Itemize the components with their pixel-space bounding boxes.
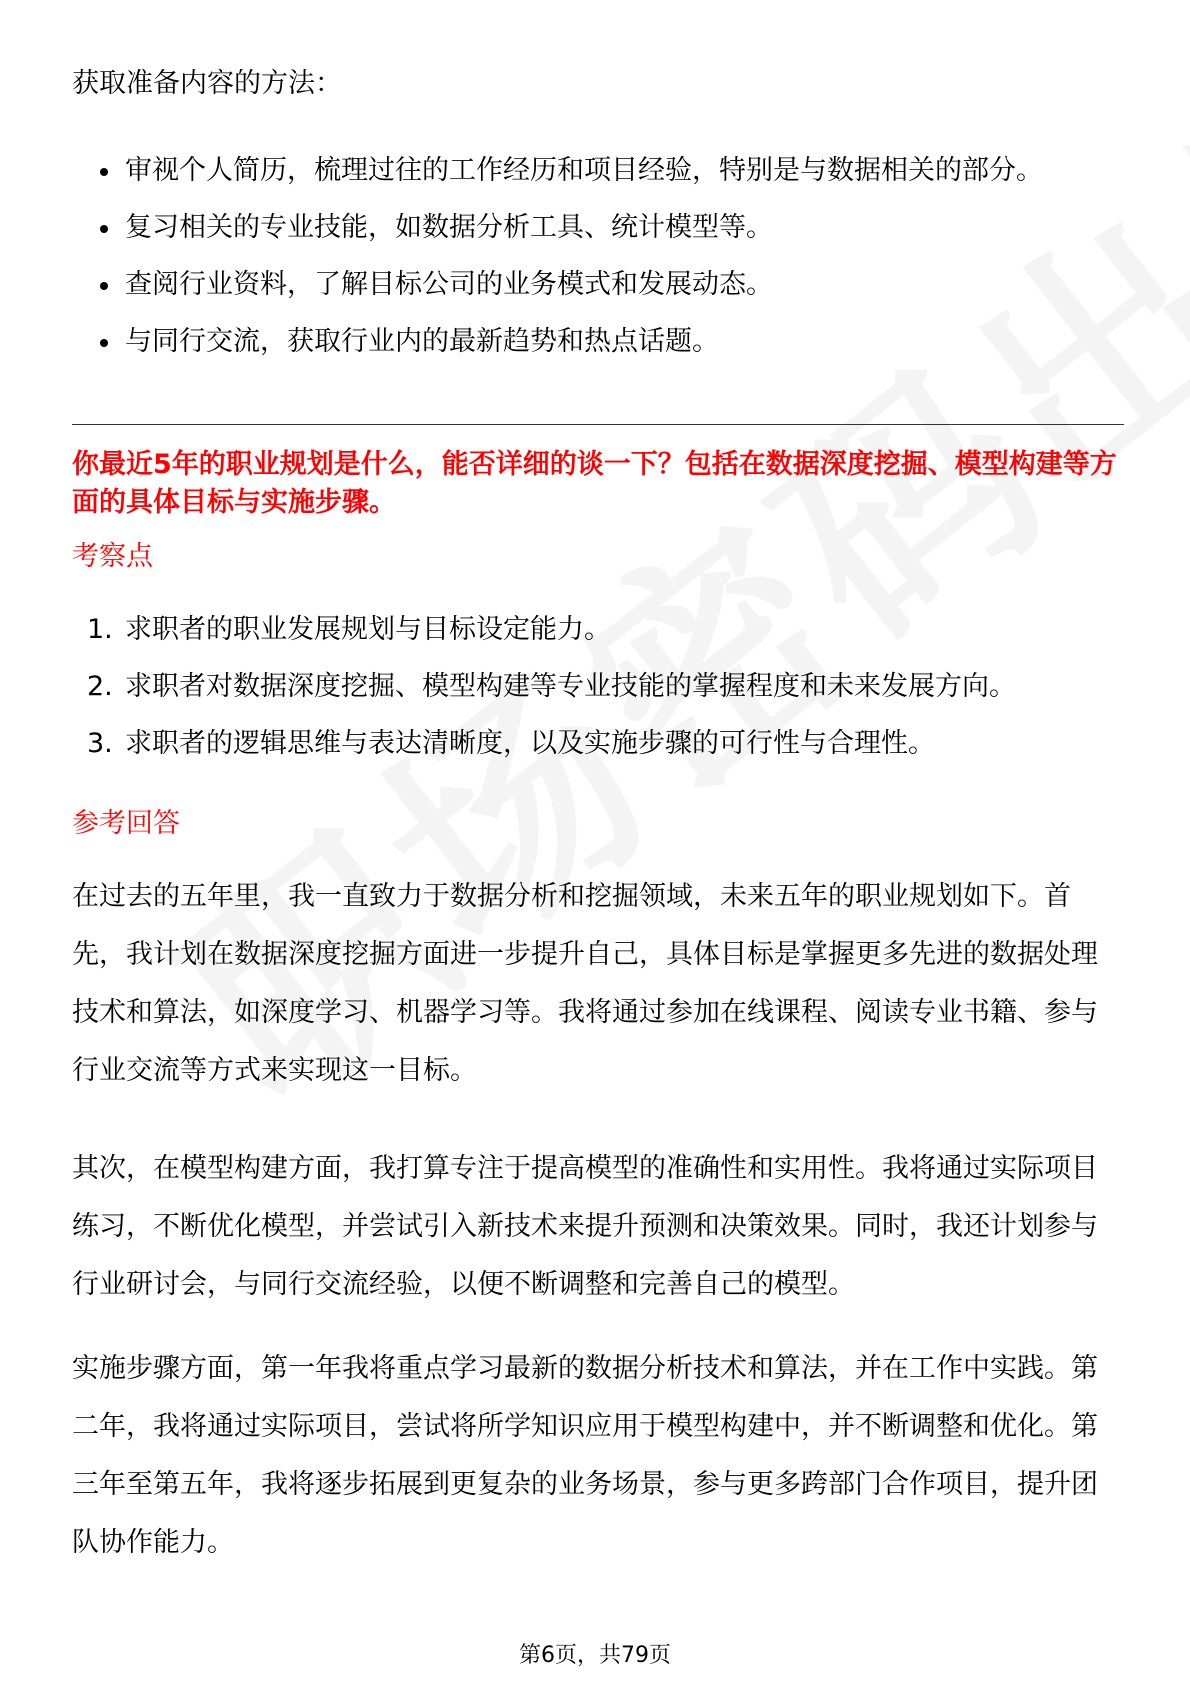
page-number-footer: 第6页，共79页 [519,1643,671,1668]
intro-heading: 获取准备内容的方法： [72,68,342,99]
bullet-text: 与同行交流，获取行业内的最新趋势和热点话题。 [125,326,719,357]
list-number: 2. [87,671,113,702]
list-item-text: 求职者对数据深度挖掘、模型构建等专业技能的掌握程度和未来发展方向。 [125,671,1016,702]
list-item-text: 求职者的职业发展规划与目标设定能力。 [125,614,611,645]
answer-paragraph: 在过去的五年里，我一直致力于数据分析和挖掘领域，未来五年的职业规划如下。首先，我计划在数据深度挖掘方面进一步提升自己，具体目标是掌握更多先进的数据处理技术和算法，如深度学习、机器学习等。我将通过参加在线课程、阅读专业书籍、参与行业交流等方式来实现这一目标。 [72,881,1098,1086]
interview-question: 你最近5年的职业规划是什么，能否详细的谈一下？包括在数据深度挖掘、模型构建等方面的具体目标与实施步骤。 [72,449,1117,518]
list-item-text: 求职者的逻辑思维与表达清晰度，以及实施步骤的可行性与合理性。 [125,728,935,759]
bullet-text: 审视个人简历，梳理过往的工作经历和项目经验，特别是与数据相关的部分。 [125,155,1043,186]
bullet-item [72,153,1043,210]
section-label-reference-answer: 参考回答 [72,808,180,839]
bullet-dot-icon [100,339,108,347]
list-item [72,726,1016,783]
bullet-text: 查阅行业资料，了解目标公司的业务模式和发展动态。 [125,269,773,300]
list-item [72,612,1016,669]
bullet-item [72,324,1043,381]
list-item [72,669,1016,726]
bullet-text: 复习相关的专业技能，如数据分析工具、统计模型等。 [125,212,773,243]
bullet-item [72,210,1043,267]
section-divider [72,424,1124,425]
answer-paragraph: 实施步骤方面，第一年我将重点学习最新的数据分析技术和算法，并在工作中实践。第二年，我将通过实际项目，尝试将所学知识应用于模型构建中，并不断调整和优化。第三年至第五年，我将逐步拓展到更复杂的业务场景，参与更多跨部门合作项目，提升团队协作能力。 [72,1353,1098,1558]
answer-paragraph: 其次，在模型构建方面，我打算专注于提高模型的准确性和实用性。我将通过实际项目练习，不断优化模型，并尝试引入新技术来提升预测和决策效果。同时，我还计划参与行业研讨会，与同行交流经验，以便不断调整和完善自己的模型。 [72,1153,1098,1300]
list-number: 3. [87,728,113,759]
assessment-point-list [72,612,1016,783]
section-label-assessment-points: 考察点 [72,541,153,572]
bullet-dot-icon [100,168,108,176]
bullet-dot-icon [100,225,108,233]
bullet-dot-icon [100,282,108,290]
list-number: 1. [87,614,113,645]
preparation-bullet-list [72,153,1043,381]
bullet-item [72,267,1043,324]
document-page [72,0,1122,1684]
